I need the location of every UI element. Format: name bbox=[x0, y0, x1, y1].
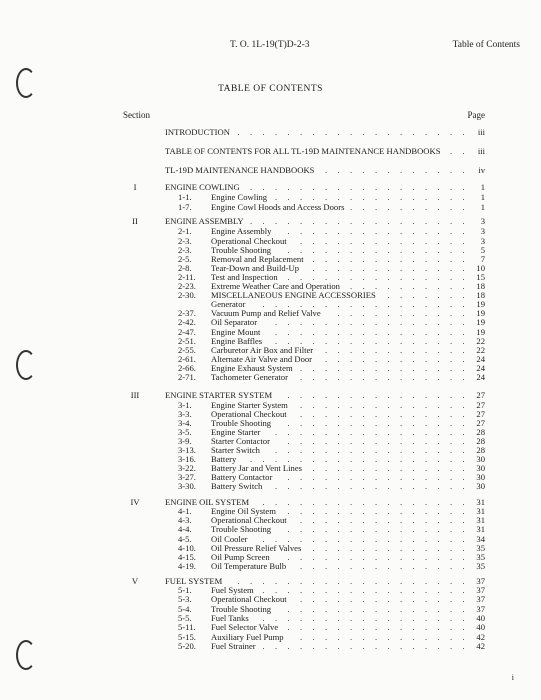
toc-entry[interactable]: 2-55. Carburetor Air Box and Filter 22 . . . . . . . . . . . . bbox=[178, 345, 485, 355]
toc-entry[interactable]: 4-10. Oil Pressure Relief Valves 35 . . . . . . . . . . . . . bbox=[178, 543, 485, 553]
toc-entry[interactable]: 2-61. Alternate Air Valve and Door 24 . . . . . . . . . . . . bbox=[178, 354, 485, 364]
paragraph-number: 3-27. bbox=[178, 472, 196, 482]
paragraph-number: 2-3. bbox=[178, 245, 192, 255]
entry-page: 1 bbox=[480, 202, 485, 212]
paragraph-number: 5-20. bbox=[178, 641, 196, 651]
entry-page: 18 bbox=[476, 281, 485, 291]
entry-page: 28 bbox=[476, 436, 485, 446]
toc-entry[interactable]: 1-1. Engine Cowling 1 . . . . . . . . . . . . . . . . bbox=[178, 192, 485, 202]
entry-title: Operational Checkout bbox=[211, 409, 287, 419]
paragraph-number: 2-47. bbox=[178, 327, 196, 337]
toc-entry[interactable]: I ENGINE COWLING 1 . . . . . . . . . . . . . . . . . . bbox=[0, 182, 541, 192]
entry-page: 40 bbox=[476, 622, 485, 632]
toc-entry[interactable]: 5-20. Fuel Strainer 42 . . . . . . . . . . . . . . . . . bbox=[178, 641, 485, 651]
toc-entry[interactable]: III ENGINE STARTER SYSTEM 27 . . . . . . . . . . . . . . . bbox=[0, 390, 541, 400]
entry-page: 27 bbox=[476, 409, 485, 419]
entry-title: Fuel Strainer bbox=[211, 641, 256, 651]
paragraph-number: 3-13. bbox=[178, 445, 196, 455]
entry-title: Engine Starter bbox=[211, 427, 261, 437]
entry-page: iii bbox=[477, 146, 485, 156]
entry-title: Battery Switch bbox=[211, 481, 263, 491]
entry-page: 27 bbox=[476, 400, 485, 410]
entry-title: Starter Contactor bbox=[211, 436, 270, 446]
entry-page: 28 bbox=[476, 427, 485, 437]
paragraph-number: 2-11. bbox=[178, 272, 196, 282]
paragraph-number: 3-1. bbox=[178, 400, 192, 410]
entry-page: 19 bbox=[476, 299, 485, 309]
toc-entry[interactable]: 2-42. Oil Separator 19 . . . . . . . . . . . . . . . . bbox=[178, 317, 485, 327]
entry-page: 24 bbox=[476, 372, 485, 382]
paragraph-number: 4-3. bbox=[178, 515, 192, 525]
toc-entry[interactable]: TABLE OF CONTENTS FOR ALL TL-19D MAINTENANCE HANDBOOKS iii . . bbox=[165, 146, 485, 156]
entry-page: 27 bbox=[476, 390, 485, 400]
paragraph-number: 2-37. bbox=[178, 308, 196, 318]
entry-page: 30 bbox=[476, 463, 485, 473]
paragraph-number: 2-71. bbox=[178, 372, 196, 382]
toc-entry[interactable]: V FUEL SYSTEM 37 . . . . . . . . . . . . . . . . . . . bbox=[0, 576, 541, 586]
toc-entry[interactable]: 3-1. Engine Starter System 27 . . . . . . . . . . . . . . bbox=[178, 400, 485, 410]
toc-entry[interactable]: 2-5. Removal and Replacement 7 . . . . . . . . . . . . . bbox=[178, 254, 485, 264]
entry-title: Battery bbox=[211, 454, 237, 464]
paragraph-number: 4-15. bbox=[178, 552, 196, 562]
paragraph-number: 2-42. bbox=[178, 317, 196, 327]
entry-page: 15 bbox=[476, 272, 485, 282]
entry-title: Fuel System bbox=[211, 585, 254, 595]
paragraph-number: 4-5. bbox=[178, 534, 192, 544]
entry-page: 1 bbox=[480, 182, 485, 192]
entry-page: 27 bbox=[476, 418, 485, 428]
paragraph-number: 4-19. bbox=[178, 561, 196, 571]
entry-title: Engine Mount bbox=[211, 327, 261, 337]
toc-entry[interactable]: 4-4. Trouble Shooting 31 . . . . . . . . . . . . . . . bbox=[178, 524, 485, 534]
entry-page: 5 bbox=[480, 245, 485, 255]
toc-entry[interactable]: 4-3. Operational Checkout 31 . . . . . . . . . . . . . . bbox=[178, 515, 485, 525]
entry-page: iii bbox=[477, 127, 485, 137]
toc-entry[interactable]: 3-16. Battery 30 . . . . . . . . . . . . . . . . . . bbox=[178, 454, 485, 464]
toc-entry[interactable]: 3-5. Engine Starter 28 . . . . . . . . . . . . . . . . bbox=[178, 427, 485, 437]
entry-title: Starter Switch bbox=[211, 445, 260, 455]
section-number: III bbox=[130, 390, 140, 400]
entry-page: 31 bbox=[476, 506, 485, 516]
paragraph-number: 2-1. bbox=[178, 226, 192, 236]
entry-title: Auxiliary Fuel Pump bbox=[211, 632, 284, 642]
entry-title: Fuel Tanks bbox=[211, 613, 249, 623]
toc-entry[interactable]: 5-4. Trouble Shooting 37 . . . . . . . . . . . . . . . bbox=[178, 604, 485, 614]
entry-page: 35 bbox=[476, 561, 485, 571]
toc-entry[interactable]: 2-66. Engine Exhaust System 24 . . . . . . . . . . . . . . bbox=[178, 363, 485, 373]
entry-title: Engine Exhaust System bbox=[211, 363, 293, 373]
toc-entry[interactable]: 3-22. Battery Jar and Vent Lines 30 . . . . . . . . . . . . . bbox=[178, 463, 485, 473]
entry-title: Carburetor Air Box and Filter bbox=[211, 345, 314, 355]
entry-page: 35 bbox=[476, 552, 485, 562]
entry-title: ENGINE ASSEMBLY bbox=[165, 216, 244, 226]
entry-title: Engine Cowling bbox=[211, 192, 268, 202]
page-number: i bbox=[511, 673, 514, 682]
section-number: II bbox=[132, 216, 138, 226]
toc-entry[interactable]: II ENGINE ASSEMBLY 3 . . . . . . . . . . . . . . . . . . bbox=[0, 216, 541, 226]
entry-page: 34 bbox=[476, 534, 485, 544]
entry-title: ENGINE STARTER SYSTEM bbox=[165, 390, 273, 400]
toc-entry[interactable]: 5-3. Operational Checkout 37 . . . . . . . . . . . . . . bbox=[178, 594, 485, 604]
paragraph-number: 2-3. bbox=[178, 236, 192, 246]
entry-page: iv bbox=[478, 165, 485, 175]
entry-title: Fuel Selector Valve bbox=[211, 622, 279, 632]
entry-title: Trouble Shooting bbox=[211, 418, 272, 428]
entry-title: Engine Cowl Hoods and Access Doors bbox=[211, 202, 345, 212]
toc-entry[interactable]: 2-30. MISCELLANEOUS ENGINE ACCESSORIES 18 . . . . . . . bbox=[178, 290, 485, 300]
toc-entry[interactable]: 4-15. Oil Pump Screen 35 . . . . . . . . . . . . . . . bbox=[178, 552, 485, 562]
paragraph-number: 3-9. bbox=[178, 436, 192, 446]
toc-entry[interactable]: 4-19. Oil Temperature Bulb 35 . . . . . . . . . . . . . . bbox=[178, 561, 485, 571]
page-title: TABLE OF CONTENTS bbox=[218, 84, 323, 94]
paragraph-number: 3-3. bbox=[178, 409, 192, 419]
entry-page: 37 bbox=[476, 585, 485, 595]
toc-entry[interactable]: 3-9. Starter Contactor 28 . . . . . . . . . . . . . . . bbox=[178, 436, 485, 446]
entry-title: Trouble Shooting bbox=[211, 604, 272, 614]
entry-page: 28 bbox=[476, 445, 485, 455]
paragraph-number: 5-3. bbox=[178, 594, 192, 604]
paragraph-number: 2-61. bbox=[178, 354, 196, 364]
toc-entry[interactable]: 1-7. Engine Cowl Hoods and Access Doors 1 . . . . . . . . . . bbox=[178, 202, 485, 212]
entry-title: Oil Separator bbox=[211, 317, 258, 327]
entry-title: Oil Pressure Relief Valves bbox=[211, 543, 302, 553]
paragraph-number: 3-5. bbox=[178, 427, 192, 437]
toc-entry[interactable]: 4-5. Oil Cooler 34 . . . . . . . . . . . . . . . . . bbox=[178, 534, 485, 544]
entry-title: FUEL SYSTEM bbox=[165, 576, 223, 586]
entry-title: TL-19D MAINTENANCE HANDBOOKS bbox=[165, 165, 315, 175]
entry-page: 31 bbox=[476, 524, 485, 534]
entry-title: Removal and Replacement bbox=[211, 254, 304, 264]
entry-page: 3 bbox=[480, 216, 485, 226]
paragraph-number: 2-30. bbox=[178, 290, 196, 300]
entry-title: Oil Temperature Bulb bbox=[211, 561, 287, 571]
section-number: V bbox=[131, 576, 139, 586]
toc-entry[interactable]: 2-37. Vacuum Pump and Relief Valve 19 . . . . . . . . . . . bbox=[178, 308, 485, 318]
entry-page: 22 bbox=[476, 336, 485, 346]
entry-title: Alternate Air Valve and Door bbox=[211, 354, 313, 364]
paragraph-number: 4-4. bbox=[178, 524, 192, 534]
entry-page: 3 bbox=[480, 236, 485, 246]
paragraph-number: 2-51. bbox=[178, 336, 196, 346]
paragraph-number: 4-1. bbox=[178, 506, 192, 516]
entry-title: INTRODUCTION bbox=[165, 127, 230, 137]
entry-title: Oil Pump Screen bbox=[211, 552, 270, 562]
toc-entry[interactable]: 3-3. Operational Checkout 27 . . . . . . . . . . . . . . bbox=[178, 409, 485, 419]
paragraph-number: 5-11. bbox=[178, 622, 196, 632]
toc-entry[interactable]: 5-5. Fuel Tanks 40 . . . . . . . . . . . . . . . . . bbox=[178, 613, 485, 623]
paragraph-number: 2-8. bbox=[178, 263, 192, 273]
paragraph-number: 5-15. bbox=[178, 632, 196, 642]
entry-title: Engine Starter System bbox=[211, 400, 288, 410]
entry-title: Extreme Weather Care and Operation bbox=[211, 281, 340, 291]
entry-page: 19 bbox=[476, 308, 485, 318]
entry-title: Trouble Shooting bbox=[211, 524, 272, 534]
entry-page: 31 bbox=[476, 497, 485, 507]
paragraph-number: 2-23. bbox=[178, 281, 196, 291]
entry-page: 31 bbox=[476, 515, 485, 525]
entry-page: 1 bbox=[480, 192, 485, 202]
toc-entry[interactable]: 2-51. Engine Baffles 22 . . . . . . . . . . . . . . . . bbox=[178, 336, 485, 346]
entry-title: Engine Baffles bbox=[211, 336, 263, 346]
entry-page: 37 bbox=[476, 604, 485, 614]
toc-entry[interactable]: 3-13. Starter Switch 28 . . . . . . . . . . . . . . . . bbox=[178, 445, 485, 455]
running-header-title: Table of Contents bbox=[452, 40, 520, 50]
toc-entry[interactable]: IV ENGINE OIL SYSTEM 31 . . . . . . . . . . . . . . . . . bbox=[0, 497, 541, 507]
entry-title: Test and Inspection bbox=[211, 272, 278, 282]
toc-entry[interactable]: 2-47. Engine Mount 19 . . . . . . . . . . . . . . . . bbox=[178, 327, 485, 337]
entry-page: 19 bbox=[476, 327, 485, 337]
paragraph-number: 3-30. bbox=[178, 481, 196, 491]
entry-page: 7 bbox=[480, 254, 485, 264]
entry-title: ENGINE COWLING bbox=[165, 182, 240, 192]
entry-page: 18 bbox=[476, 290, 485, 300]
toc-entry[interactable]: 2-3. Operational Checkout 3 . . . . . . . . . . . . . . bbox=[178, 236, 485, 246]
toc-entry[interactable]: 5-11. Fuel Selector Valve 40 . . . . . . . . . . . . . . . bbox=[178, 622, 485, 632]
toc-entry[interactable]: 4-1. Engine Oil System 31 . . . . . . . . . . . . . . . bbox=[178, 506, 485, 516]
toc-entry[interactable]: 2-3. Trouble Shooting 5 . . . . . . . . . . . . . . . bbox=[178, 245, 485, 255]
entry-title: Tachometer Generator bbox=[211, 372, 288, 382]
toc-entry[interactable]: 2-23. Extreme Weather Care and Operation 18 . . . . . . . . . . bbox=[178, 281, 485, 291]
paragraph-number: 2-66. bbox=[178, 363, 196, 373]
entry-page: 30 bbox=[476, 454, 485, 464]
entry-title: Operational Checkout bbox=[211, 515, 287, 525]
paragraph-number: 1-1. bbox=[178, 192, 192, 202]
entry-page: 3 bbox=[480, 226, 485, 236]
entry-title: Oil Cooler bbox=[211, 534, 248, 544]
entry-page: 30 bbox=[476, 472, 485, 482]
toc-entry[interactable]: INTRODUCTION iii . . . . . . . . . . . . . . . . . . . bbox=[165, 127, 485, 137]
entry-page: 42 bbox=[476, 641, 485, 651]
paragraph-number: 3-22. bbox=[178, 463, 196, 473]
entry-title: Operational Checkout bbox=[211, 236, 287, 246]
toc-entry[interactable]: 3-30. Battery Switch 30 . . . . . . . . . . . . . . . . bbox=[178, 481, 485, 491]
toc-entry[interactable]: 2-11. Test and Inspection 15 . . . . . . . . . . . . . . . bbox=[178, 272, 485, 282]
page-column-header: Page bbox=[467, 110, 485, 120]
entry-title: Battery Jar and Vent Lines bbox=[211, 463, 303, 473]
entry-title: Tear-Down and Build-Up bbox=[211, 263, 300, 273]
entry-page: 24 bbox=[476, 354, 485, 364]
entry-title: MISCELLANEOUS ENGINE ACCESSORIES bbox=[211, 290, 376, 300]
paragraph-number: 3-4. bbox=[178, 418, 192, 428]
toc-entry[interactable]: 5-1. Fuel System 37 . . . . . . . . . . . . . . . . . bbox=[178, 585, 485, 595]
entry-title: ENGINE OIL SYSTEM bbox=[165, 497, 250, 507]
entry-title: Vacuum Pump and Relief Valve bbox=[211, 308, 321, 318]
entry-page: 42 bbox=[476, 632, 485, 642]
paragraph-number: 5-4. bbox=[178, 604, 192, 614]
toc-entry[interactable]: TL-19D MAINTENANCE HANDBOOKS iv . . . . . . . . . . . . bbox=[165, 165, 485, 175]
document-number: T. O. 1L-19(T)D-2-3 bbox=[230, 40, 310, 50]
toc-entry[interactable]: 5-15. Auxiliary Fuel Pump 42 . . . . . . . . . . . . . . bbox=[178, 632, 485, 642]
entry-title: Trouble Shooting bbox=[211, 245, 272, 255]
entry-page: 24 bbox=[476, 363, 485, 373]
entry-page: 19 bbox=[476, 317, 485, 327]
toc-entry[interactable]: 3-27. Battery Contactor 30 . . . . . . . . . . . . . . . bbox=[178, 472, 485, 482]
entry-page: 37 bbox=[476, 576, 485, 586]
section-number: IV bbox=[130, 497, 140, 507]
entry-title: Engine Assembly bbox=[211, 226, 272, 236]
entry-title: Operational Checkout bbox=[211, 594, 287, 604]
entry-title: Battery Contactor bbox=[211, 472, 273, 482]
toc-entry[interactable]: Generator 19 . . . . . . . . . . . . . . . . . bbox=[211, 299, 485, 309]
toc-entry[interactable]: 2-8. Tear-Down and Build-Up 10 . . . . . . . . . . . . . bbox=[178, 263, 485, 273]
section-column-header: Section bbox=[123, 110, 150, 120]
paragraph-number: 3-16. bbox=[178, 454, 196, 464]
paragraph-number: 1-7. bbox=[178, 202, 192, 212]
toc-entry[interactable]: 3-4. Trouble Shooting 27 . . . . . . . . . . . . . . . bbox=[178, 418, 485, 428]
entry-page: 10 bbox=[476, 263, 485, 273]
section-number: I bbox=[133, 182, 137, 192]
entry-page: 37 bbox=[476, 594, 485, 604]
entry-page: 30 bbox=[476, 481, 485, 491]
paragraph-number: 5-5. bbox=[178, 613, 192, 623]
toc-entry[interactable]: 2-71. Tachometer Generator 24 . . . . . . . . . . . . . . bbox=[178, 372, 485, 382]
entry-page: 22 bbox=[476, 345, 485, 355]
paragraph-number: 2-5. bbox=[178, 254, 192, 264]
entry-title: TABLE OF CONTENTS FOR ALL TL-19D MAINTENANCE HANDBOOKS bbox=[165, 146, 441, 156]
paragraph-number: 5-1. bbox=[178, 585, 192, 595]
entry-page: 35 bbox=[476, 543, 485, 553]
paragraph-number: 2-55. bbox=[178, 345, 196, 355]
entry-title: Generator bbox=[211, 299, 246, 309]
paragraph-number: 4-10. bbox=[178, 543, 196, 553]
toc-entry[interactable]: 2-1. Engine Assembly 3 . . . . . . . . . . . . . . . bbox=[178, 226, 485, 236]
entry-title: Engine Oil System bbox=[211, 506, 276, 516]
entry-page: 40 bbox=[476, 613, 485, 623]
